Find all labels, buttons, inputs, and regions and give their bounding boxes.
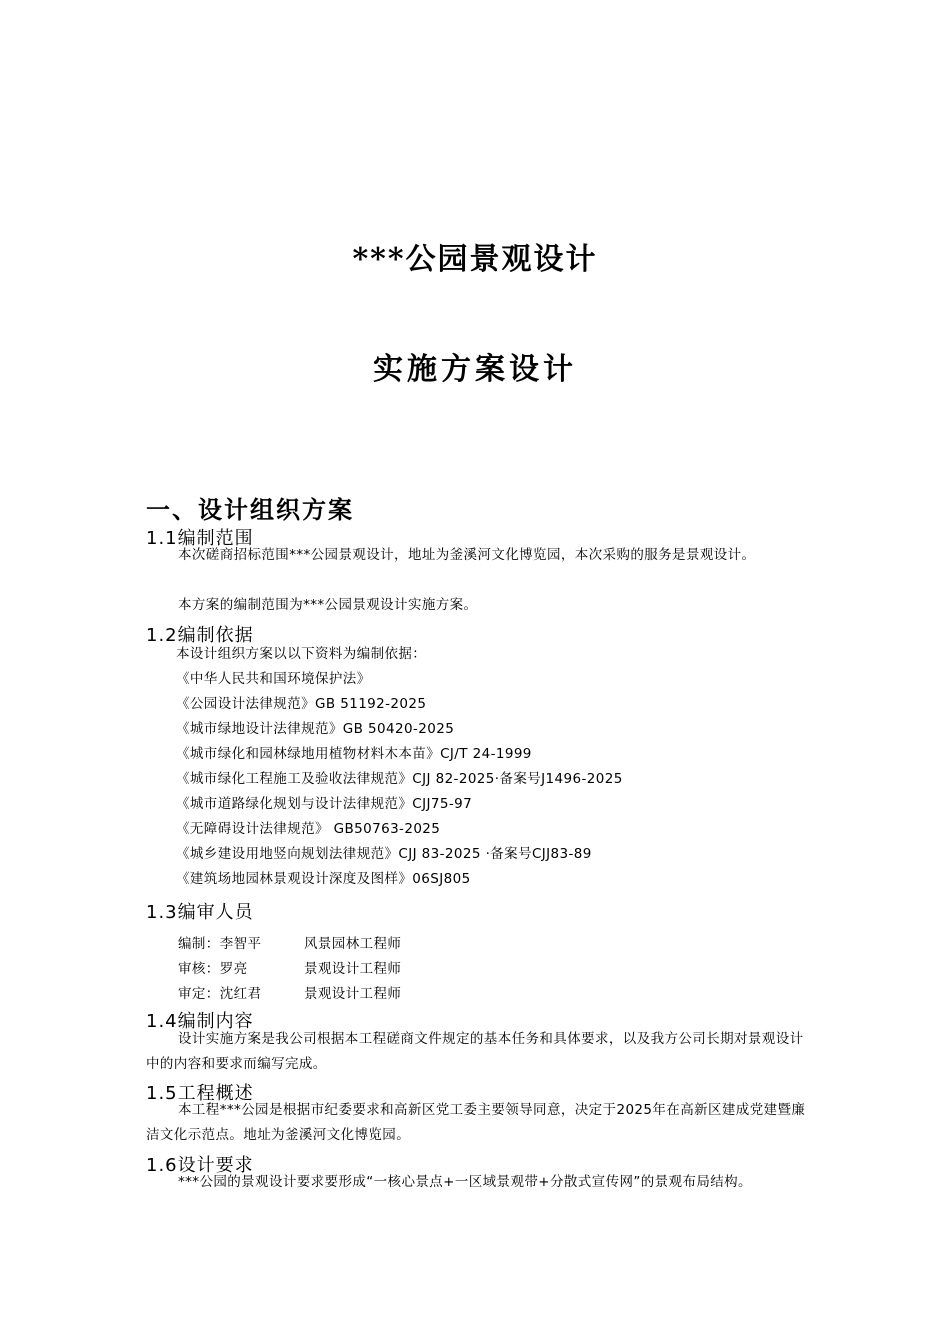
document-title: ***公园景观设计 [352,242,598,277]
reference-item: 《城市绿地设计法律规范》GB 50420-2025 [176,721,455,737]
section-heading-1-3: 1.3编审人员 [146,902,254,923]
staff-row [178,957,402,977]
section-1-6-paragraph: ***公园的景观设计要求要形成“一核心景点+一区域景观带+分散式宣传网”的景观布局结构。 [178,1174,752,1190]
section-heading-1-5: 1.5工程概述 [146,1083,254,1104]
section-1-5-paragraph: 本工程***公园是根据市纪委要求和高新区党工委主要领导同意，决定于2025年在高新区建成党建暨廉洁文化示范点。地址为釜溪河文化博览园。 [146,1102,806,1143]
section-1-4-paragraph: 设计实施方案是我公司根据本工程磋商文件规定的基本任务和具体要求，以及我方公司长期对景观设计中的内容和要求而编写完成。 [146,1031,804,1072]
reference-item: 《城市绿化和园林绿地用植物材料木本苗》CJ/T 24-1999 [176,746,532,762]
section-heading-1-4: 1.4编制内容 [146,1011,254,1032]
section-heading-1-1: 1.1编制范围 [146,528,254,549]
reference-item: 《建筑场地园林景观设计深度及图样》06SJ805 [176,871,471,887]
staff-row [178,932,402,952]
staff-label: 审定：沈红君 [178,986,262,1002]
reference-item: 《城市道路绿化规划与设计法律规范》CJJ75-97 [176,796,473,812]
staff-role: 景观设计工程师 [304,961,402,977]
section-heading-1-6: 1.6设计要求 [146,1155,254,1176]
section-1-2-intro: 本设计组织方案以以下资料为编制依据： [176,646,427,662]
reference-item: 《城乡建设用地竖向规划法律规范》CJJ 83-2025 ·备案号CJJ83-89 [176,846,592,862]
staff-label: 编制：李智平 [178,936,262,952]
reference-item: 《无障碍设计法律规范》 GB50763-2025 [176,821,441,837]
reference-item: 《城市绿化工程施工及验收法律规范》CJJ 82-2025·备案号J1496-2025 [176,771,623,787]
section-heading-1-2: 1.2编制依据 [146,625,254,646]
staff-role: 风景园林工程师 [304,936,402,952]
section-1-1-paragraph-2: 本方案的编制范围为***公园景观设计实施方案。 [178,597,478,613]
chapter-heading: 一、设计组织方案 [146,495,354,524]
staff-label: 审核：罗亮 [178,961,248,977]
document-subtitle: 实施方案设计 [373,352,577,387]
reference-item: 《公园设计法律规范》GB 51192-2025 [176,696,427,712]
section-1-1-paragraph-1: 本次磋商招标范围***公园景观设计，地址为釜溪河文化博览园，本次采购的服务是景观设计。 [178,547,756,563]
reference-item: 《中华人民共和国环境保护法》 [176,671,371,687]
staff-row [178,982,402,1002]
staff-role: 景观设计工程师 [304,986,402,1002]
